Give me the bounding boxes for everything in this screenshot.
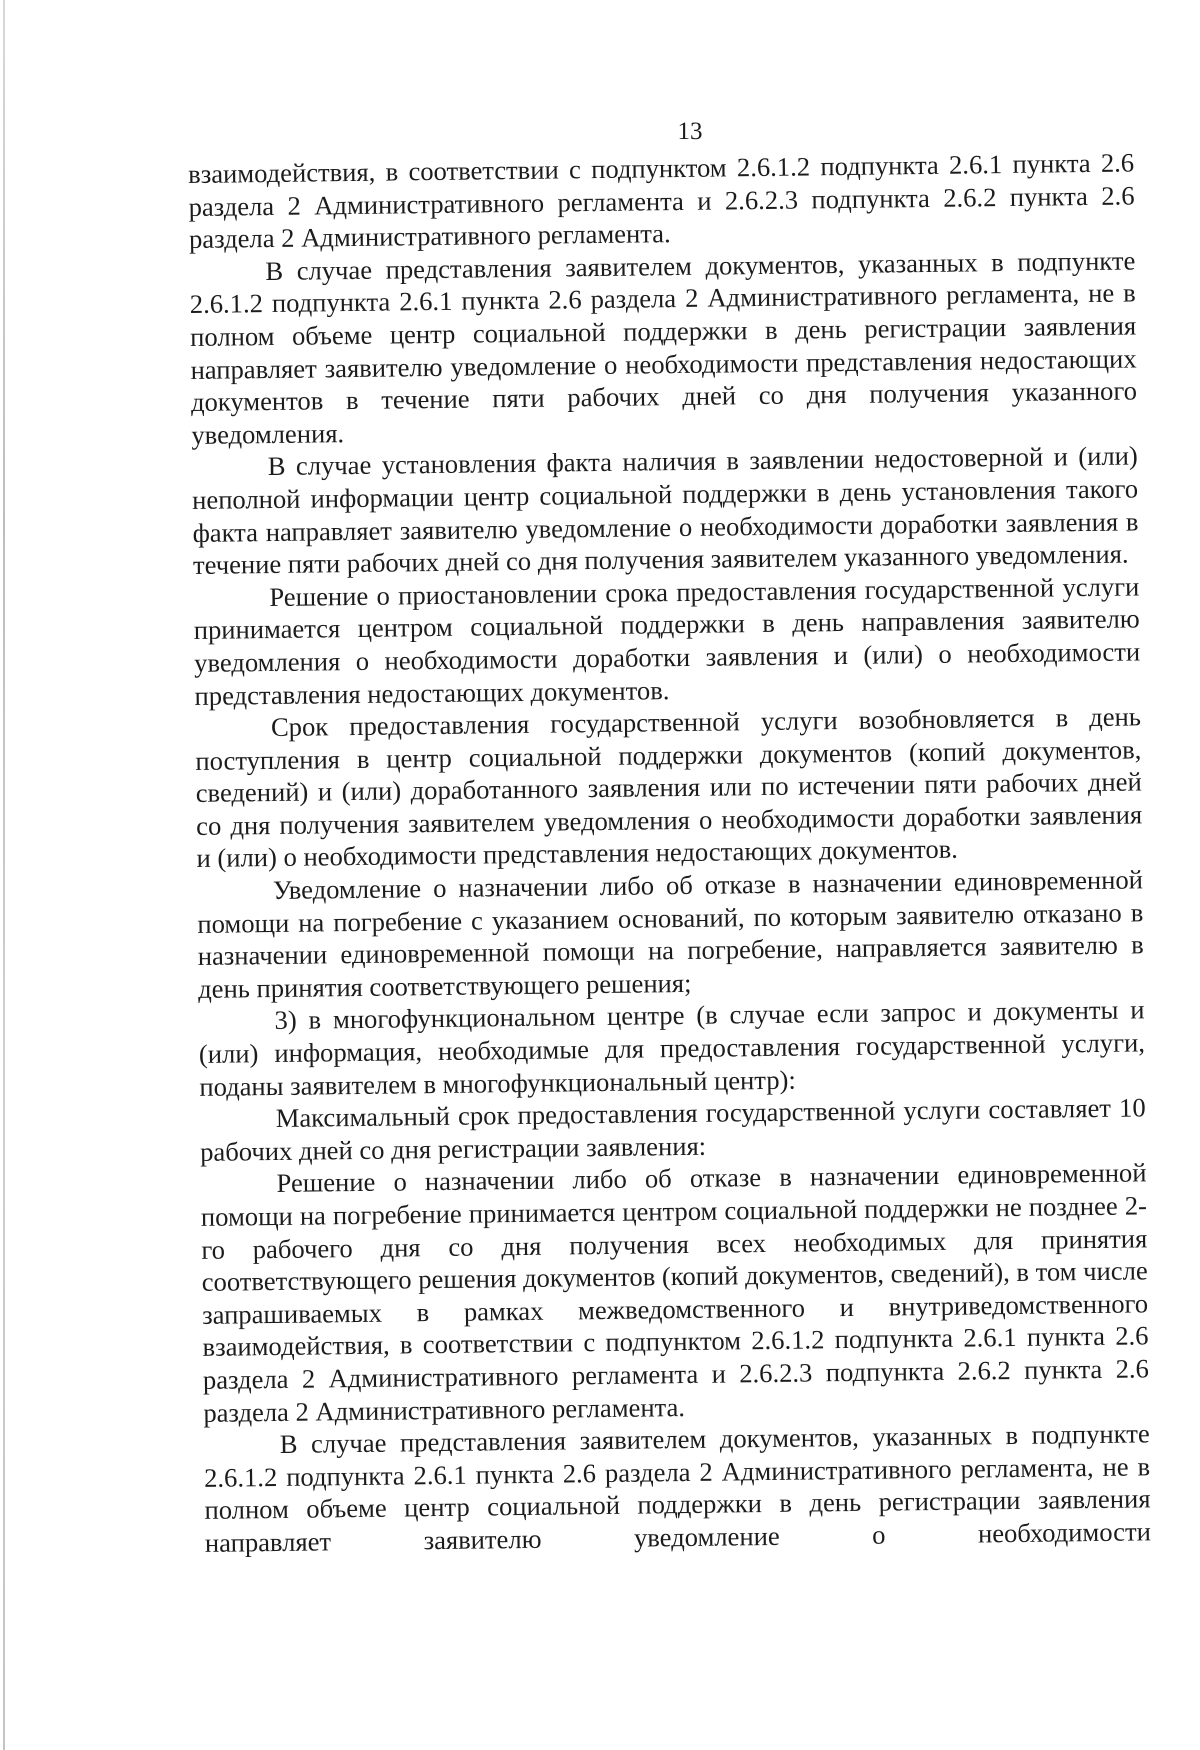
document-body <box>188 146 1151 1559</box>
paragraph-notification: Уведомление о назначении либо об отказе в назначении единовременной помощи на погребение с указанием оснований, по которым заявителю отказано в назначении единовременной помощи на погребение, направляется заявителю в день принятия соответствующего решения; <box>197 864 1144 1004</box>
scan-edge-line <box>3 0 5 1750</box>
paragraph-max-term: Максимальный срок предоставления государственной услуги составляет 10 рабочих дней со дня регистрации заявления: <box>199 1092 1146 1167</box>
paragraph-continuation: взаимодействия, в соответствии с подпунктом 2.6.1.2 подпункта 2.6.1 пункта 2.6 раздела 2 Административного регламента и 2.6.2.3 подпункта 2.6.2 пункта 2.6 раздела 2 Административного регламента. <box>188 147 1135 255</box>
paragraph-term-resumption: Срок предоставления государственной услуги возобновляется в день поступления в центр социальной поддержки документов (копий документов, сведений) и (или) доработанного заявления или по истечении пяти рабочих дней со дня получения заявителем уведомления о необходимости доработки заявления и (или) о необходимости представления недостающих документов. <box>195 701 1143 874</box>
paragraph-decision-term: Решение о назначении либо об отказе в назначении единовременной помощи на погребение принимается центром социальной поддержки не позднее 2-го рабочего дня со дня получения всех необходимых для принятия соответствующего решения документов (копий документов, сведений), в том числе запрашиваемых в рамках межведомственного и внутриведомственного взаимодействия, в соответствии с подпунктом 2.6.1.2 подпункта 2.6.1 пункта 2.6 раздела 2 Административного регламента и 2.6.2.3 подпункта 2.6.2 пункта 2.6 раздела 2 Административного регламента. <box>200 1157 1150 1428</box>
page-number: 13 <box>677 118 703 145</box>
paragraph-incomplete-documents-mfc: В случае представления заявителем документов, указанных в подпункте 2.6.1.2 подпункта 2.6.1 пункта 2.6 раздела 2 Административного регламента, не в полном объеме центр социальной поддержки в день регистрации заявления направляет заявителю уведомление о необходимости <box>203 1418 1152 1558</box>
paragraph-inaccurate-information: В случае установления факта наличия в заявлении недостоверной и (или) неполной информации центр социальной поддержки в день установления такого факта направляет заявителю уведомление о необходимости доработки заявления в течение пяти рабочих дней со дня получения заявителем указанного уведомления. <box>191 440 1139 581</box>
paragraph-suspension-decision: Решение о приостановлении срока предоставления государственной услуги принимается центром социальной поддержки в день направления заявителю уведомления о необходимости доработки заявления и (или) о необходимости представления недостающих документов. <box>193 571 1141 711</box>
paragraph-mfc-item-3: 3) в многофункциональном центре (в случае если запрос и документы и (или) информация, необходимые для предоставления государственной услуги, поданы заявителем в многофункциональный центр): <box>198 994 1146 1102</box>
paragraph-incomplete-documents: В случае представления заявителем документов, указанных в подпункте 2.6.1.2 подпункта 2.6.1 пункта 2.6 раздела 2 Административного регламента, не в полном объеме центр социальной поддержки в день регистрации заявления направляет заявителю уведомление о необходимости представления недостающих документов в течение пяти рабочих дней со дня получения указанного уведомления. <box>189 245 1138 450</box>
